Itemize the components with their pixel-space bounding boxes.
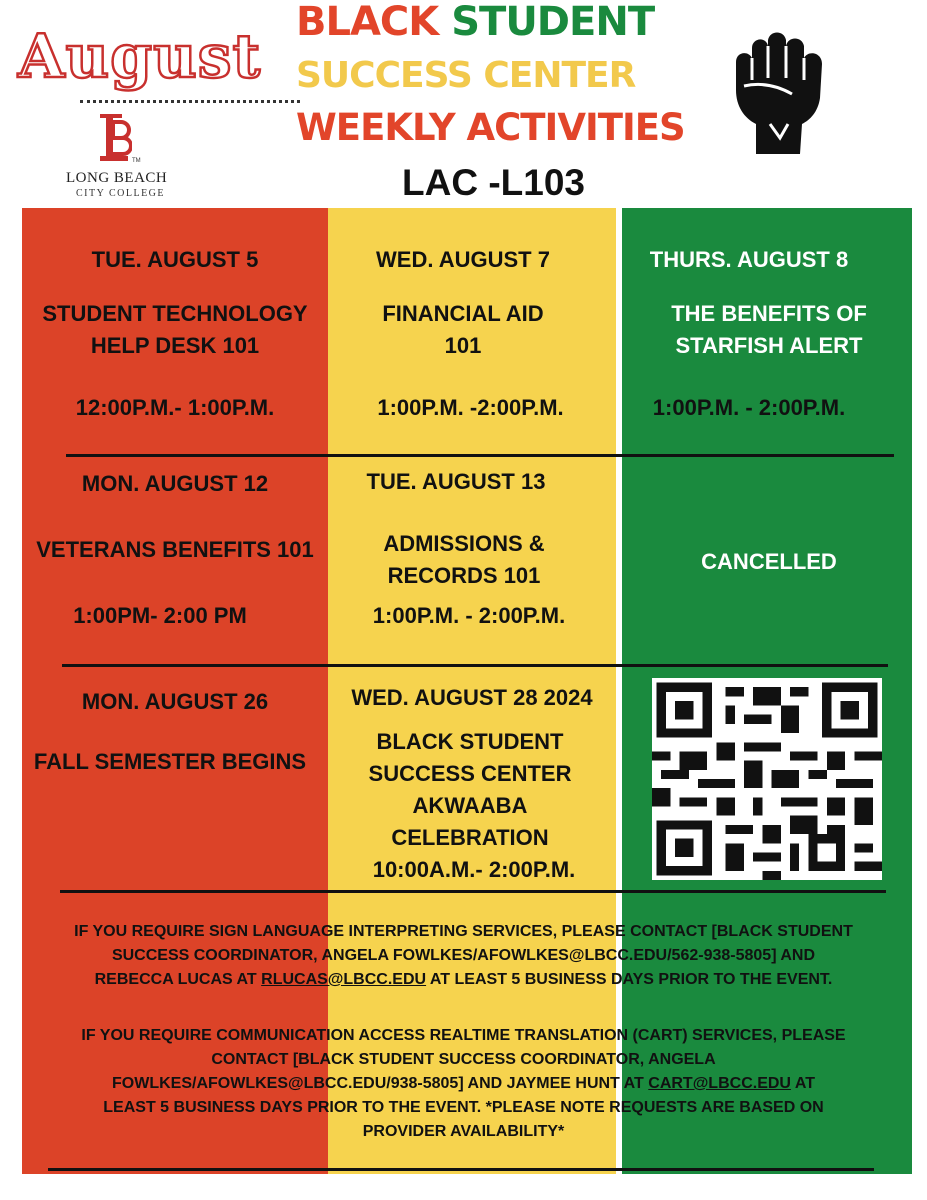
event-title: RECORDS 101	[387, 563, 541, 588]
notice-text: REBECCA LUCAS AT	[94, 971, 262, 988]
event-date: THURS. AUGUST 8	[649, 247, 849, 272]
qr-code[interactable]	[652, 678, 882, 880]
notice-text: FOWLKES/AFOWLKES@LBCC.EDU/938-5805] AND JAYMEE HUNT AT	[112, 1075, 649, 1092]
event-title: 101	[444, 333, 482, 358]
notice-line	[0, 1072, 927, 1096]
raised-fist-icon	[722, 28, 834, 158]
event-title: BLACK STUDENT	[376, 729, 564, 754]
event-date: MON. AUGUST 26	[81, 689, 269, 714]
event-title: FALL SEMESTER BEGINS	[33, 749, 307, 774]
event-date: MON. AUGUST 12	[81, 471, 269, 496]
event-date: TUE. AUGUST 13	[366, 469, 546, 494]
notice-line: LEAST 5 BUSINESS DAYS PRIOR TO THE EVENT. *PLEASE NOTE REQUESTS ARE BASED ON	[103, 1099, 824, 1116]
event-time: 1:00PM- 2:00 PM	[73, 603, 247, 628]
row-divider	[62, 664, 888, 667]
event-time: 1:00P.M. -2:00P.M.	[377, 395, 564, 420]
event-time: 12:00P.M.- 1:00P.M.	[75, 395, 275, 420]
title-line-1	[296, 0, 654, 46]
notice-line: IF YOU REQUIRE COMMUNICATION ACCESS REALTIME TRANSLATION (CART) SERVICES, PLEASE	[81, 1027, 846, 1044]
row-divider	[60, 890, 886, 893]
sign-language-notice	[0, 920, 927, 992]
event-title: HELP DESK 101	[90, 333, 260, 358]
event-title: AKWAABA	[412, 793, 528, 818]
event-date: WED. AUGUST 28 2024	[351, 685, 593, 710]
lbcc-logo-icon	[96, 112, 132, 166]
email-link-rlucas[interactable]: RLUCAS@LBCC.EDU	[261, 971, 427, 988]
room-location: LAC -L103	[402, 162, 585, 203]
title-line-2: SUCCESS CENTER	[296, 55, 636, 96]
title-word-black: BLACK	[296, 0, 439, 45]
notice-text: AT LEAST 5 BUSINESS DAYS PRIOR TO THE EVENT.	[426, 971, 833, 988]
event-title: ADMISSIONS &	[383, 531, 545, 556]
event-title: FINANCIAL AID	[382, 301, 544, 326]
event-title: CELEBRATION	[391, 825, 549, 850]
notice-line: PROVIDER AVAILABILITY*	[362, 1123, 565, 1140]
event-time: 10:00A.M.- 2:00P.M.	[372, 857, 576, 882]
college-subtitle: CITY COLLEGE	[76, 188, 166, 199]
cancelled-status: CANCELLED	[701, 549, 837, 574]
event-title: STARFISH ALERT	[675, 333, 863, 358]
bottom-divider	[48, 1168, 874, 1171]
notice-line: IF YOU REQUIRE SIGN LANGUAGE INTERPRETING SERVICES, PLEASE CONTACT [BLACK STUDENT	[74, 923, 853, 940]
event-title: STUDENT TECHNOLOGY	[42, 301, 308, 326]
college-name: LONG BEACH	[66, 170, 168, 186]
notice-line	[0, 968, 927, 992]
event-title: SUCCESS CENTER	[368, 761, 572, 786]
notice-line: CONTACT [BLACK STUDENT SUCCESS COORDINATOR, ANGELA	[211, 1051, 716, 1068]
event-title: VETERANS BENEFITS 101	[36, 537, 314, 562]
notice-text: AT	[790, 1075, 815, 1092]
event-time: 1:00P.M. - 2:00P.M.	[652, 395, 846, 420]
row-divider	[66, 454, 894, 457]
logo-tm: TM	[132, 158, 141, 164]
notice-line: SUCCESS COORDINATOR, ANGELA FOWLKES/AFOWLKES@LBCC.EDU/562-938-5805] AND	[111, 947, 816, 964]
event-date: WED. AUGUST 7	[376, 247, 550, 272]
event-date: TUE. AUGUST 5	[91, 247, 259, 272]
email-link-cart[interactable]: CART@LBCC.EDU	[648, 1075, 791, 1092]
month-title: August	[18, 22, 262, 92]
title-word-student: STUDENT	[451, 0, 655, 45]
event-title: THE BENEFITS OF	[671, 301, 867, 326]
event-time: 1:00P.M. - 2:00P.M.	[372, 603, 566, 628]
cart-services-notice	[0, 1024, 927, 1144]
dotted-divider	[80, 100, 300, 103]
title-line-3: WEEKLY ACTIVITIES	[296, 106, 685, 149]
